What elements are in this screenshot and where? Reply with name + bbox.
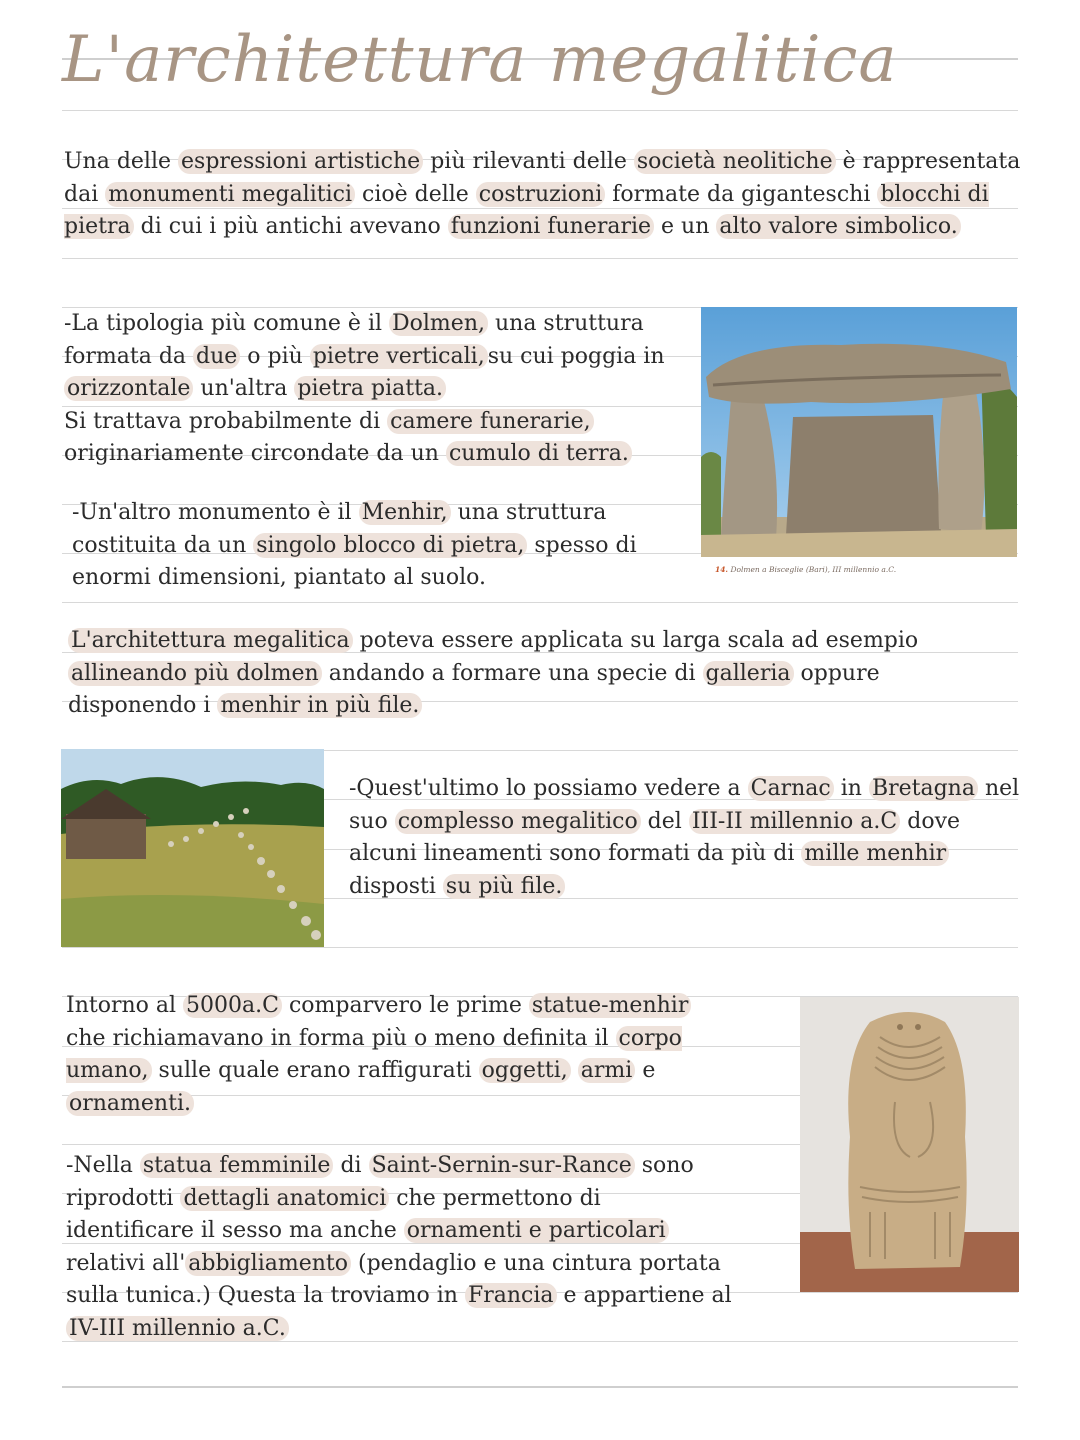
menhir-paragraph: -Un'altro monumento è il Menhir, una struttura costituita da un singolo blocco di pietra, spesso di enormi dimensioni, piantato al suolo. xyxy=(72,500,637,590)
highlight: complesso megalitico xyxy=(395,809,641,834)
highlight: Menhir, xyxy=(359,500,451,525)
rule-line xyxy=(62,110,1018,111)
highlight: società neolitiche xyxy=(634,149,836,174)
highlight: Francia xyxy=(465,1283,557,1308)
rule-line xyxy=(62,602,1018,603)
rule-line xyxy=(62,258,1018,259)
highlight: III-II millennio a.C xyxy=(689,809,900,834)
highlight: alto valore simbolico. xyxy=(716,214,960,239)
rule-line xyxy=(62,1386,1018,1388)
highlight: statue-menhir xyxy=(529,993,691,1018)
highlight: monumenti megalitici xyxy=(105,182,355,207)
highlight: pietra piatta. xyxy=(294,376,446,401)
highlight: camere funerarie, xyxy=(387,409,594,434)
dolmen-paragraph: -La tipologia più comune è il Dolmen, una struttura formata da due o più pietre verticali, su cui poggia in orizzontale un'altra pietra piatta. Si trattava probabilmente di camere funerarie, originariamente circondate da un cumulo di terra. xyxy=(64,311,665,466)
highlight: orizzontale xyxy=(64,376,193,401)
highlight: abbigliamento xyxy=(185,1251,351,1276)
dolmen-photo xyxy=(701,307,1017,557)
highlight: cumulo di terra. xyxy=(446,441,632,466)
highlight: pietre verticali, xyxy=(310,344,488,369)
highlight: dettagli anatomici xyxy=(180,1186,389,1211)
highlight: Dolmen, xyxy=(389,311,488,336)
highlight: menhir in più file. xyxy=(217,693,422,718)
highlight: 5000a.C xyxy=(183,993,282,1018)
highlight: ornamenti. xyxy=(66,1091,194,1116)
highlight: singolo blocco di pietra, xyxy=(253,533,527,558)
page-title: L'architettura megalitica xyxy=(62,23,898,97)
highlight: armi xyxy=(578,1058,636,1083)
highlight: galleria xyxy=(703,661,794,686)
highlight: L'architettura megalitica xyxy=(68,628,353,653)
dolmen-caption: 14. Dolmen a Bisceglie (Bari), III millennio a.C. xyxy=(715,565,897,574)
carnac-paragraph: -Quest'ultimo lo possiamo vedere a Carnac in Bretagna nel suo complesso megalitico del III-II millennio a.C dove alcuni lineamenti sono formati da più di mille menhir disposti su più file. xyxy=(349,776,1020,899)
highlight: statua femminile xyxy=(140,1153,334,1178)
rule-line xyxy=(62,947,1018,948)
scale-paragraph: L'architettura megalitica poteva essere applicata su larga scala ad esempio allineando più dolmen andando a formare una specie di galleria oppure disponendo i menhir in più file. xyxy=(68,628,919,718)
highlight: Carnac xyxy=(748,776,834,801)
highlight: oggetti, xyxy=(479,1058,571,1083)
intro-paragraph: Una delle espressioni artistiche più rilevanti delle società neolitiche è rappresentata dai monumenti megalitici cioè delle costruzioni formate da giganteschi blocchi di pietra di cui i più antichi avevano funzioni funerarie e un alto valore simbolico. xyxy=(64,149,1021,239)
sernin-paragraph: -Nella statua femminile di Saint-Sernin-sur-Rance sono riprodotti dettagli anatomici che permettono di identificare il sesso ma anche ornamenti e particolari relativi all' abbigliamento (pendaglio e una cintura portata sulla tunica.) Questa la troviamo in Francia e appartiene al IV-III millennio a.C. xyxy=(66,1153,732,1341)
highlight: espressioni artistiche xyxy=(178,149,423,174)
highlight: blocchi di pietra xyxy=(64,181,989,239)
highlight: IV-III millennio a.C. xyxy=(66,1316,289,1341)
highlight: Saint-Sernin-sur-Rance xyxy=(369,1153,635,1178)
statue-paragraph: Intorno al 5000a.C comparvero le prime statue-menhir che richiamavano in forma più o meno definita il corpo umano, sulle quale erano raffigurati oggetti, armi e ornamenti. xyxy=(66,990,726,1120)
highlight: funzioni funerarie xyxy=(448,214,654,239)
highlight: Bretagna xyxy=(869,776,978,801)
carnac-photo xyxy=(61,749,324,947)
highlight: allineando più dolmen xyxy=(68,661,322,686)
highlight: su più file. xyxy=(443,874,565,899)
highlight: mille menhir xyxy=(801,841,949,866)
highlight: costruzioni xyxy=(476,182,605,207)
highlight: ornamenti e particolari xyxy=(404,1218,669,1243)
highlight: corpo umano, xyxy=(66,1025,682,1083)
statue-photo xyxy=(800,997,1019,1292)
highlight: due xyxy=(193,344,240,369)
